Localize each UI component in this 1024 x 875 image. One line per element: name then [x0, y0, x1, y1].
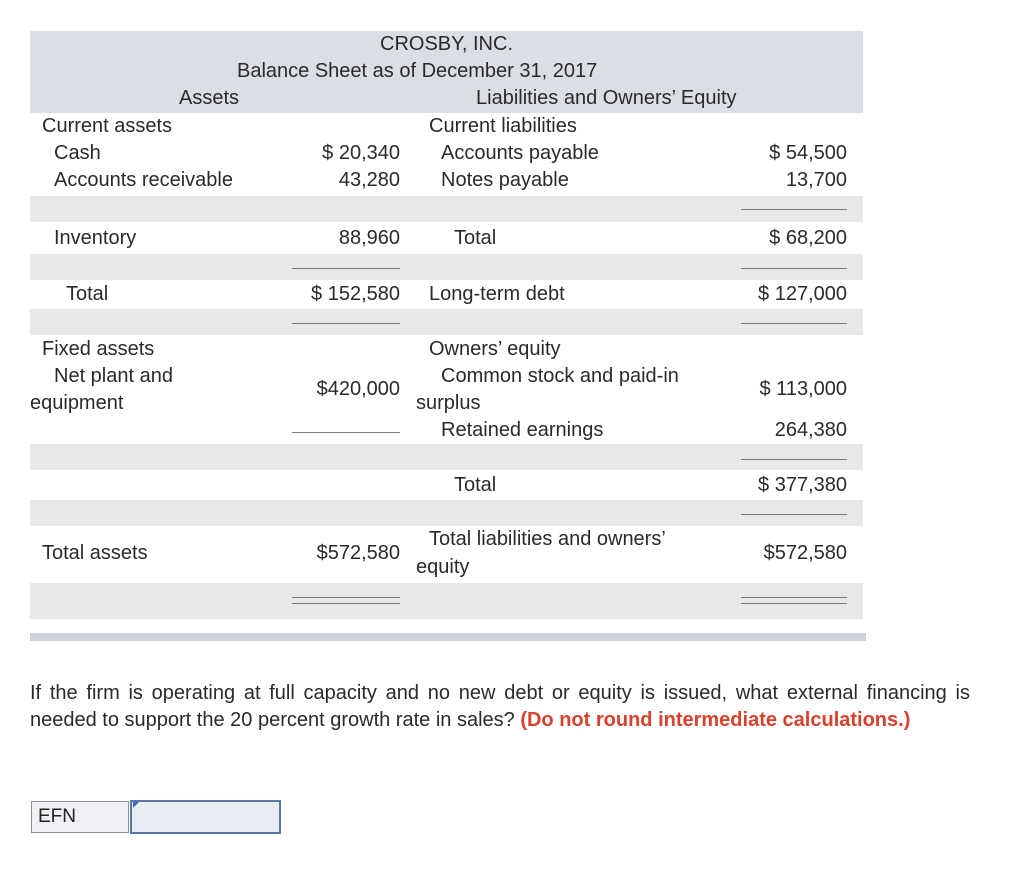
equity-total-label: Total	[454, 474, 497, 496]
total-le-label: Total liabilities and owners’	[429, 528, 666, 550]
equity-total-value: $ 377,380	[758, 474, 847, 496]
efn-label: EFN	[31, 801, 129, 833]
double-rule	[292, 597, 400, 598]
cash-label: Cash	[54, 142, 101, 164]
question-body: If the firm is operating at full capacity and no new debt or equity is issued, what external financing is needed to support the 20 percent growth rate in sales?	[30, 682, 970, 731]
np-label: Notes payable	[441, 169, 569, 191]
efn-input[interactable]	[130, 800, 281, 834]
rule	[741, 268, 847, 269]
question-instruction: (Do not round intermediate calculations.)	[520, 709, 911, 731]
np-value: 13,700	[785, 169, 847, 191]
ap-value: $ 54,500	[769, 142, 847, 164]
total-assets-value: $572,580	[316, 542, 400, 564]
current-liabilities-label: Current liabilities	[429, 115, 577, 137]
inventory-value: 88,960	[338, 227, 400, 249]
current-assets-total-label: Total	[66, 283, 109, 305]
liabilities-header: Liabilities and Owners’ Equity	[476, 87, 737, 109]
ltd-label: Long-term debt	[429, 283, 565, 305]
ap-label: Accounts payable	[441, 142, 599, 164]
owners-equity-label: Owners’ equity	[429, 338, 561, 360]
common-stock-value: $ 113,000	[759, 378, 847, 400]
question-text	[30, 680, 970, 734]
cash-value: $ 20,340	[322, 142, 400, 164]
row-band	[30, 583, 863, 619]
common-stock-label-cont: surplus	[416, 392, 481, 414]
double-rule	[741, 597, 847, 598]
rule	[741, 459, 847, 460]
total-le-label-cont: equity	[416, 556, 470, 578]
ar-value: 43,280	[338, 169, 400, 191]
table-bottom-bar	[30, 633, 866, 641]
fixed-assets-label: Fixed assets	[42, 338, 155, 360]
double-rule	[292, 603, 400, 604]
rule	[741, 514, 847, 515]
net-plant-label-cont: equipment	[30, 392, 124, 414]
net-plant-value: $420,000	[316, 378, 400, 400]
row-band	[30, 196, 863, 222]
rule	[741, 209, 847, 210]
company-name: CROSBY, INC.	[380, 33, 513, 55]
row-band	[30, 500, 863, 526]
current-assets-label: Current assets	[42, 115, 173, 137]
retained-earnings-label: Retained earnings	[441, 419, 604, 441]
current-assets-total-value: $ 152,580	[311, 283, 400, 305]
total-le-value: $572,580	[763, 542, 847, 564]
net-plant-label: Net plant and	[54, 365, 173, 387]
current-liabilities-total-label: Total	[454, 227, 497, 249]
retained-earnings-value: 264,380	[774, 419, 847, 441]
ltd-value: $ 127,000	[758, 283, 847, 305]
current-liabilities-total-value: $ 68,200	[769, 227, 847, 249]
ar-label: Accounts receivable	[54, 169, 233, 191]
rule	[292, 323, 400, 324]
total-assets-label: Total assets	[42, 542, 148, 564]
statement-title: Balance Sheet as of December 31, 2017	[237, 60, 598, 82]
assets-header: Assets	[179, 87, 240, 109]
input-flag-icon	[133, 802, 139, 808]
row-band	[30, 254, 863, 280]
common-stock-label: Common stock and paid-in	[441, 365, 679, 387]
row-band	[30, 444, 863, 470]
double-rule	[741, 603, 847, 604]
rule	[741, 323, 847, 324]
row-band	[30, 309, 863, 335]
rule	[292, 268, 400, 269]
rule	[292, 432, 400, 433]
inventory-label: Inventory	[54, 227, 137, 249]
